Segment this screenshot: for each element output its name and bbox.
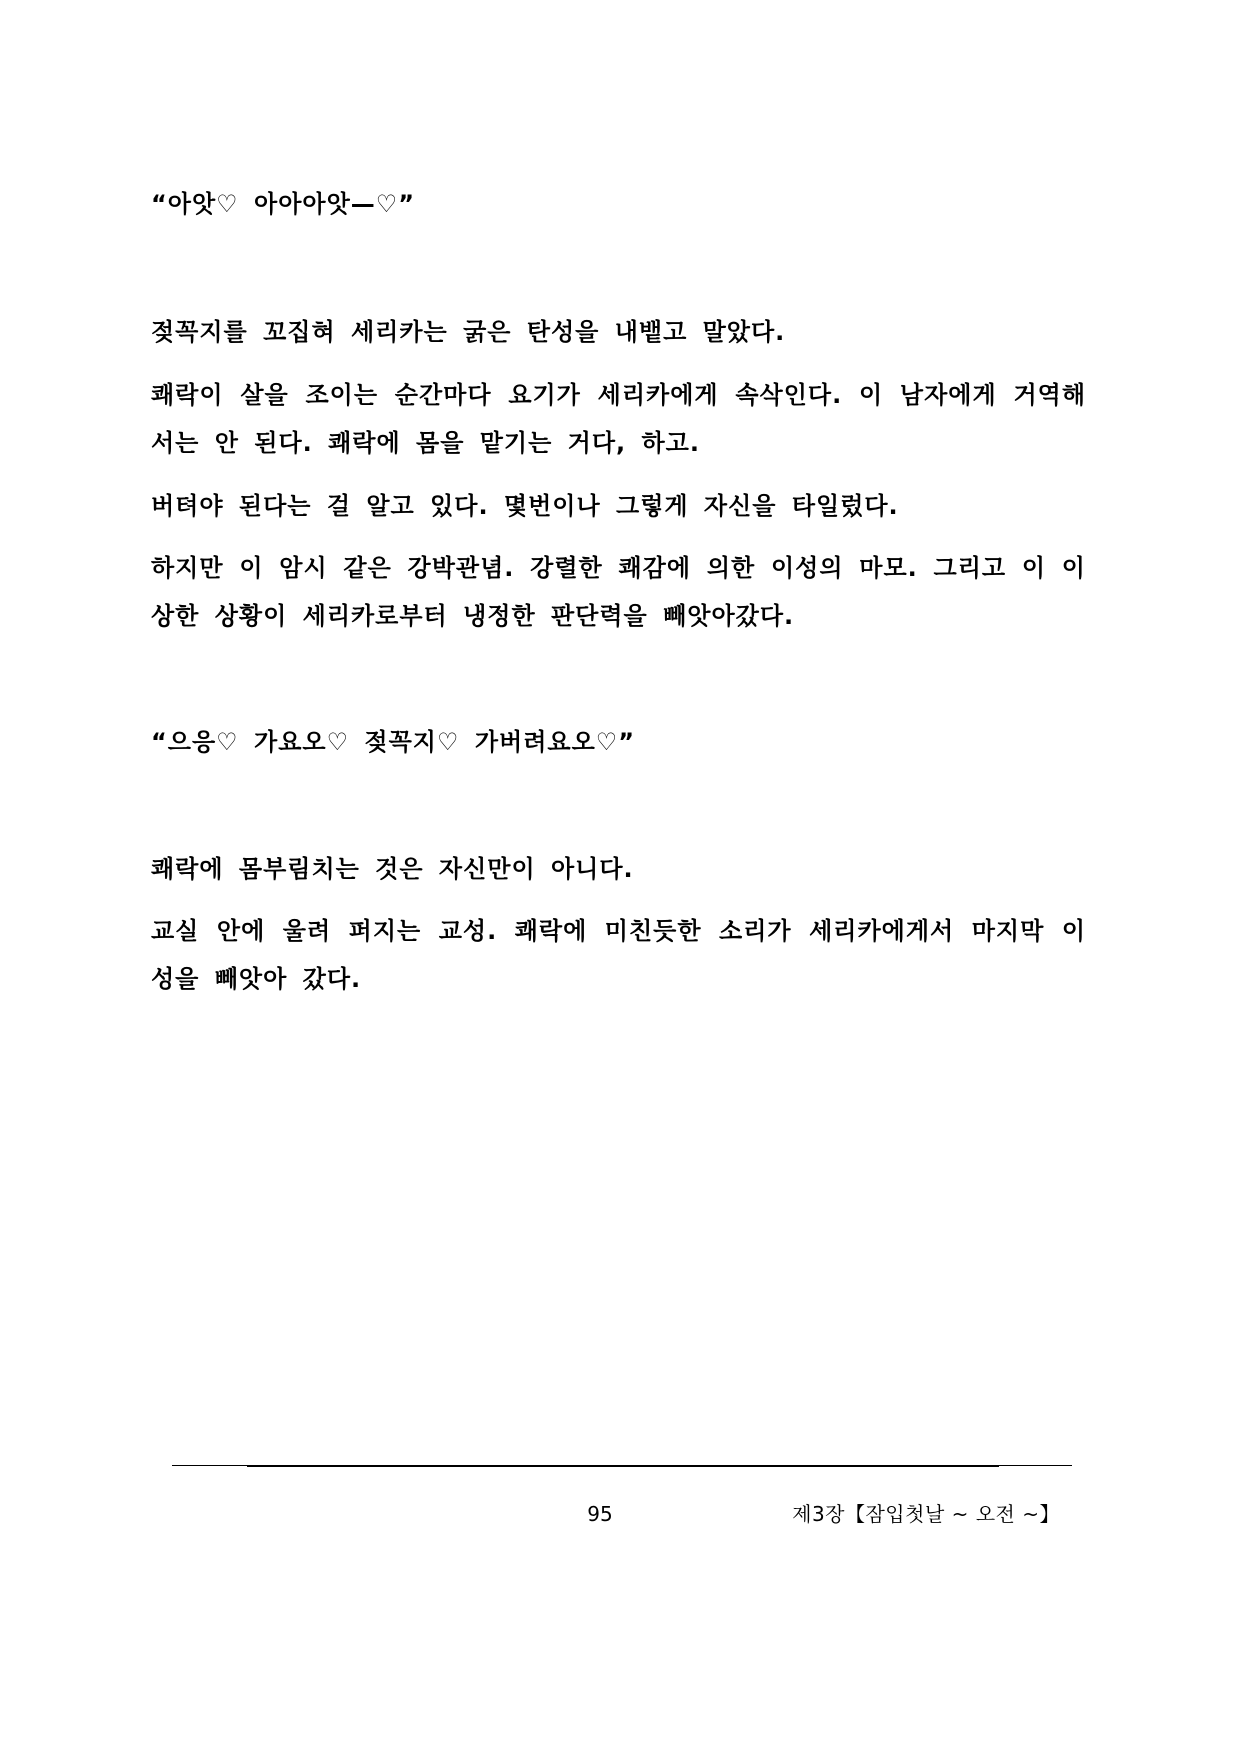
narration-paragraph-2: 쾌락이 살을 조이는 순간마다 요기가 세리카에게 속삭인다. 이 남자에게 거역해서는 안 된다. 쾌락에 몸을 맡기는 거다, 하고. xyxy=(151,381,1086,457)
narration-paragraph-5: 쾌락에 몸부림치는 것은 자신만이 아니다. xyxy=(151,855,634,883)
dialogue-line-1: “아앗♡ 아아아앗—♡” xyxy=(151,190,416,218)
narration-paragraph-6: 교실 안에 울려 퍼지는 교성. 쾌락에 미친듯한 소리가 세리카에게서 마지막 이성을 빼앗아 갔다. xyxy=(151,917,1086,993)
chapter-title: 제3장【잠입첫날 ~ 오전 ~】 xyxy=(792,1502,1060,1526)
footer-rule-thick xyxy=(247,1465,999,1467)
narration-paragraph-3: 버텨야 된다는 걸 알고 있다. 몇번이나 그렇게 자신을 타일렀다. xyxy=(151,492,899,520)
narration-paragraph-1: 젖꼭지를 꼬집혀 세리카는 굵은 탄성을 내뱉고 말았다. xyxy=(151,318,786,346)
page-number: 95 xyxy=(587,1502,613,1526)
dialogue-line-2: “으응♡ 가요오♡ 젖꼭지♡ 가버려요오♡” xyxy=(151,728,636,756)
narration-paragraph-4: 하지만 이 암시 같은 강박관념. 강렬한 쾌감에 의한 이성의 마모. 그리고 이 이상한 상황이 세리카로부터 냉정한 판단력을 빼앗아갔다. xyxy=(151,554,1086,630)
